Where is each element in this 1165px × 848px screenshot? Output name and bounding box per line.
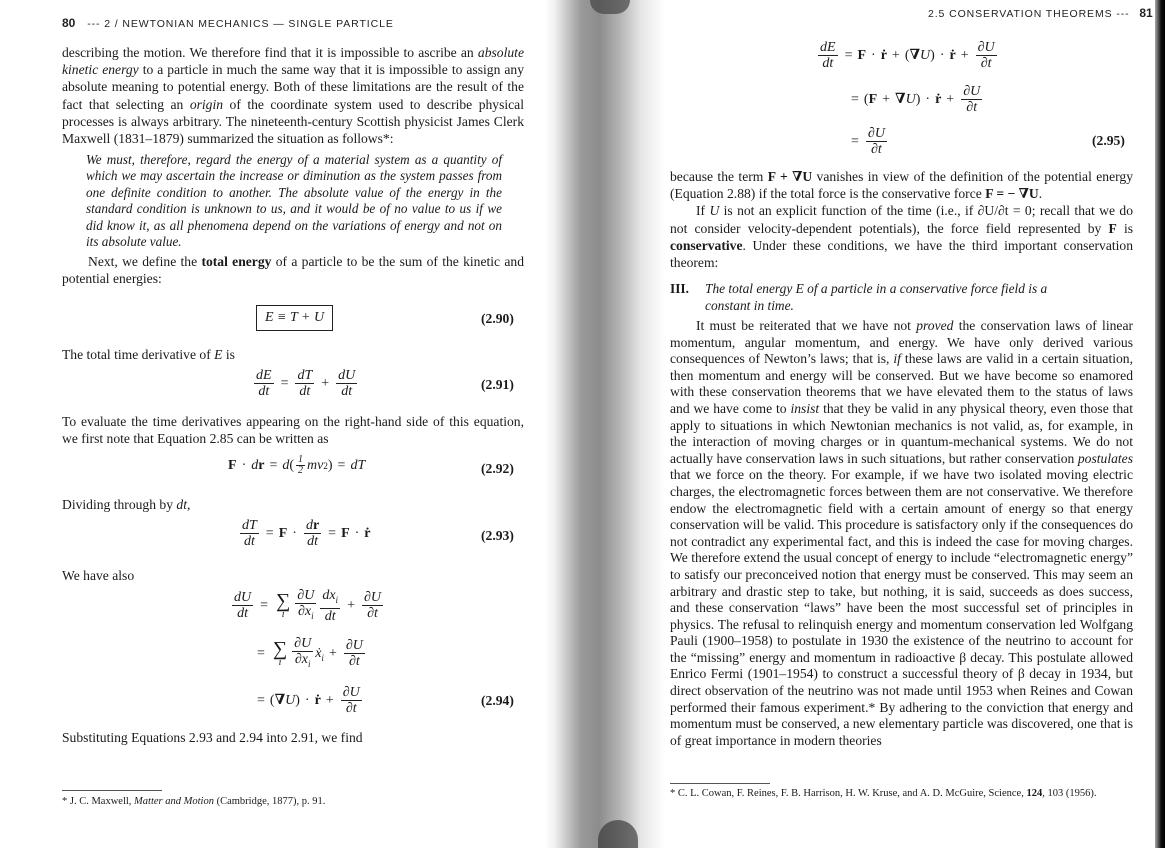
paragraph: Dividing through by dt, (62, 497, 191, 512)
running-head-right (928, 6, 1153, 20)
paragraph: To evaluate the time derivatives appearing on the right-hand side of this equation, we first note that Equation 2.85 can be written as (62, 414, 524, 447)
equation-2-94-line-3: = ( ∇ U ) · ṙ + $\frac{\partial U}{\partial t}$ (257, 685, 360, 716)
right-page (590, 0, 1165, 848)
paragraph: because the term F + ∇U vanishes in view of the definition of the potential energy (Equation 2.88) if the total force is the conservative force F = − ∇U. If U is not an explicit function of the time (i.e., if ∂U/∂t = 0; recall that we do not consider velocity-dependent potentials), the force field represented by F is conservative. Under these conditions, we have the third important conservation theorem: (670, 169, 1134, 271)
footnote: * C. L. Cowan, F. Reines, F. B. Harrison, H. W. Kruse, and A. D. McGuire, Science, 124, 103 (1956). (670, 788, 1097, 799)
equation-2-94-line-2: = ∑ i $\frac{\partial U}{\partial x_i}$ ẋ$_i$ + $\frac{\partial U}{\partial t}$ (257, 636, 363, 670)
equation-number: (2.90) (481, 311, 514, 326)
equation-number: (2.95) (1092, 133, 1125, 148)
page-number: 80 (62, 16, 76, 30)
equation-number: (2.94) (481, 693, 514, 708)
equation-2-92: F · d r = d ( $\frac{1}{2}$ mv 2 ) = dT (228, 454, 366, 476)
equation-2-94-line-1: $\frac{dU}{dt}$ = ∑ i $\frac{\partial U}{\partial x_i}$ $\frac{dx_i}{dt}$ + $\frac{\partial U}{\partial t}$ (234, 588, 381, 624)
block-quote: We must, therefore, regard the energy of a material system as a quantity of which we may ascertain the increase or diminution as the system passes from one definite condition to another. The absolute value of the energy in the standard condition is unknown to us, and it would be of no value to us if we did know it, as all phenomena depend on the variations of energy and not on its absolute value. (86, 152, 502, 250)
equation-2-95-line-1: $\frac{dE}{dt}$ = F · ṙ + ( ∇ U ) · ṙ + $\frac{\partial U}{\partial t}$ (820, 40, 995, 71)
page-number: 81 (1139, 6, 1153, 20)
running-head-left (62, 16, 394, 30)
paragraph: describing the motion. We therefore find that it is impossible to ascribe an absolute kinetic energy to a particle in much the same way that it is impossible to assign any absolute meaning to potential energy. Both of these limitations are the result of the fact that selecting an origin of the coordinate system used to describe physical processes is always arbitrary. The nineteenth-century Scottish physicist James Clerk Maxwell (1831–1879) summarized the situation as follows*: (62, 45, 524, 147)
paragraph: The total time derivative of E is (62, 347, 235, 362)
section-title: 2.5 CONSERVATION THEOREMS --- (928, 8, 1130, 20)
footnote-rule (62, 790, 162, 791)
equation-2-91: $\frac{dE}{dt}$ = $\frac{dT}{dt}$ + $\frac{dU}{dt}$ (256, 368, 356, 399)
paragraph: We have also (62, 568, 135, 583)
theorem-number: III. (670, 281, 689, 296)
equation-number: (2.92) (481, 461, 514, 476)
paragraph: Substituting Equations 2.93 and 2.94 into 2.91, we find (62, 730, 363, 745)
equation-number: (2.91) (481, 377, 514, 392)
equation-number: (2.93) (481, 528, 514, 543)
footnote-rule (670, 783, 770, 784)
theorem-text: The total energy E of a particle in a conservative force field is a constant in time. (705, 281, 1048, 313)
paragraph: Next, we define the total energy of a particle to be the sum of the kinetic and potential energies: (62, 254, 525, 287)
paragraph: It must be reiterated that we have not proved the conservation laws of linear momentum, angular momentum, and energy. We have only derived various consequences of Newton’s laws; that is, if these laws are valid in a certain situation, then momentum and energy will be conserved. But we have become so enamored with these conservation theorems that we have elevated them to the status of laws and we have come to insist that they be valid in any physical theory, even those that apply to situations in which Newtonian mechanics is not valid, as, for example, in the interaction of moving charges or in quantum-mechanical systems. We do not actually have conservation laws in such situations, but rather conservation postulates that we force on the theory. For example, if we have two isolated moving electric charges, the electromagnetic forces between them are not conservative. We therefore endow the electromagnetic field with a certain amount of energy so that energy conservation will be valid. This procedure is satisfactory only if the consequences do not contradict any experimental fact, and this is indeed the case for moving charges. We therefore extend the usual concept of energy to include “electromagnetic energy” to satisfy our preconceived notion that energy must be conserved. This may seem an arbitrary and drastic step to take, but nothing, it is said, succeeds as does success, and these conservation “laws” have been the most successful set of principles in physics. The refusal to relinquish energy and momentum conservation led Wolfgang Pauli (1900–1958) to postulate in 1930 the existence of the neutrino to account for the “missing” energy and momentum in radioactive β decay. This postulate allowed Enrico Fermi (1901–1954) to construct a successful theory of β decay in 1934, but direct observation of the neutrino was not made until 1953 when Reines and Cowan performed their famous experiment.* By adhering to the conviction that energy and momentum must be conserved, a new elementary particle was discovered, one that is of great importance in modern theories (670, 318, 1134, 748)
equation-2-90: E ≡ T + U (256, 305, 333, 331)
equation-2-95-line-2: = ( F + ∇ U ) · ṙ + $\frac{\partial U}{\partial t}$ (851, 84, 981, 115)
equation-2-95-line-3: = $\frac{\partial U}{\partial t}$ (851, 126, 885, 157)
equation-2-93: $\frac{dT}{dt}$ = F · $\frac{dr}{dt}$ = F · ṙ (242, 518, 371, 549)
footnote: * J. C. Maxwell, Matter and Motion (Cambridge, 1877), p. 91. (62, 796, 326, 807)
chapter-title: --- 2 / NEWTONIAN MECHANICS — SINGLE PARTICLE (87, 18, 394, 30)
